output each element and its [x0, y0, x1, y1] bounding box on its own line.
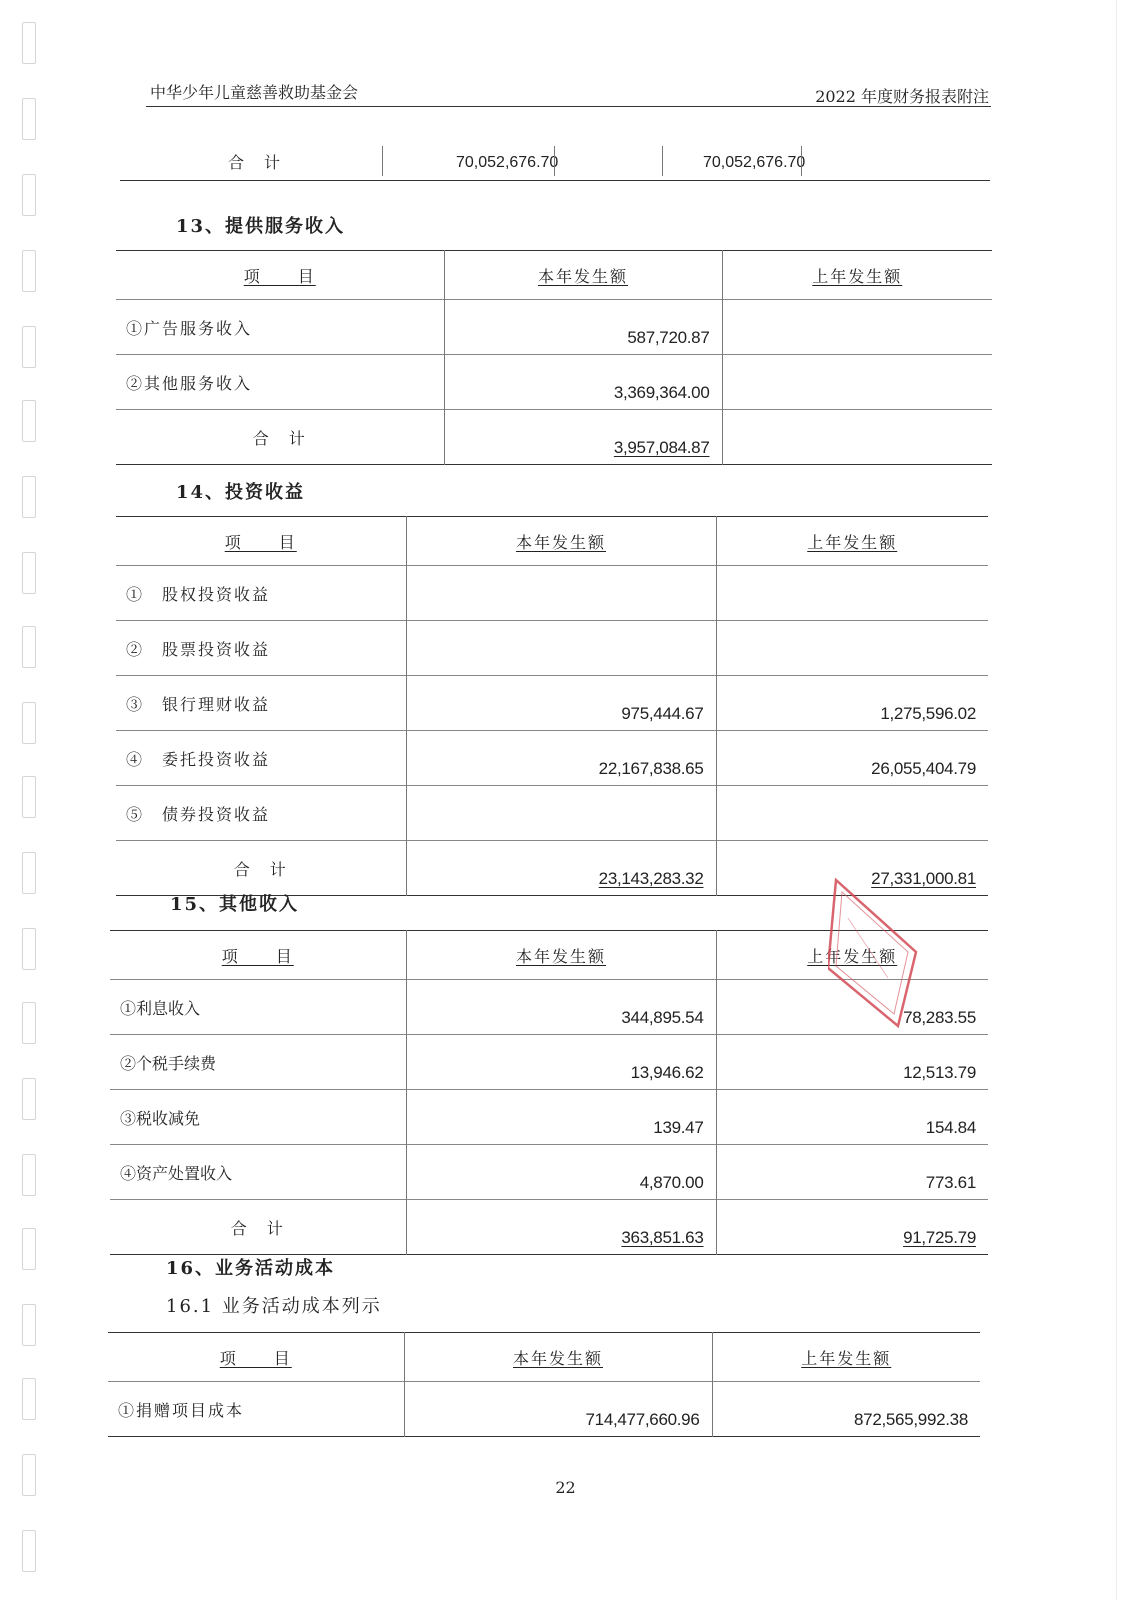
- row-current: [406, 786, 716, 841]
- auditor-seal-stamp: [828, 878, 924, 1028]
- previous-table-total-row: [120, 146, 990, 181]
- row-previous: 1,275,596.02: [716, 676, 988, 731]
- column-header-current: 本年发生额: [515, 532, 606, 552]
- total-current: 363,851.63: [621, 1228, 704, 1247]
- row-item: ④ 委托投资收益: [126, 749, 271, 769]
- row-item: ④资产处置收入: [120, 1163, 233, 1183]
- binder-hole: [22, 1154, 36, 1196]
- column-header-current: 本年发生额: [537, 266, 628, 286]
- row-item: ①捐赠项目成本: [118, 1400, 245, 1420]
- row-item: ① 股权投资收益: [126, 584, 271, 604]
- row-item: ②个税手续费: [120, 1053, 217, 1073]
- column-header-current: 本年发生额: [512, 1348, 603, 1368]
- binder-hole: [22, 1378, 36, 1420]
- binder-hole: [22, 928, 36, 970]
- section-15-title: 15、其他收入: [170, 894, 300, 915]
- row-current: 587,720.87: [444, 300, 722, 355]
- row-current: 975,444.67: [406, 676, 716, 731]
- row-current: 22,167,838.65: [406, 731, 716, 786]
- column-header-previous: 上年发生额: [807, 946, 898, 966]
- row-item: ①利息收入: [120, 998, 201, 1018]
- row-current: 714,477,660.96: [404, 1382, 712, 1437]
- binder-hole: [22, 400, 36, 442]
- table-row: [116, 566, 988, 621]
- row-item: ①广告服务收入: [126, 318, 253, 338]
- table-row: [116, 676, 988, 731]
- row-item: ③税收减免: [120, 1108, 201, 1128]
- total-label: 合 计: [230, 1218, 285, 1238]
- column-header-current: 本年发生额: [515, 946, 606, 966]
- binder-hole: [22, 250, 36, 292]
- table-row: [110, 1145, 988, 1200]
- row-previous: 26,055,404.79: [716, 731, 988, 786]
- binder-hole: [22, 552, 36, 594]
- column-header-item: 项 目: [243, 266, 316, 286]
- row-previous: [722, 355, 992, 410]
- total-row: [116, 410, 992, 465]
- row-previous: [722, 300, 992, 355]
- binder-hole: [22, 1002, 36, 1044]
- total-label: 合 计: [233, 859, 288, 879]
- binder-hole: [22, 1530, 36, 1572]
- row-current: 139.47: [406, 1090, 716, 1145]
- table-header-row: [108, 1333, 980, 1382]
- binder-hole: [22, 22, 36, 64]
- binder-hole: [22, 174, 36, 216]
- binder-hole: [22, 98, 36, 140]
- total-row: [110, 1200, 988, 1255]
- table-row: [110, 1090, 988, 1145]
- column-header-item: 项 目: [219, 1348, 292, 1368]
- section-14-table: [116, 516, 988, 896]
- column-header-previous: 上年发生额: [807, 532, 898, 552]
- row-current: [406, 566, 716, 621]
- total-current: 70,052,676.70: [456, 154, 559, 171]
- total-current: 3,957,084.87: [613, 438, 710, 457]
- org-name: 中华少年儿童慈善救助基金会: [150, 83, 359, 102]
- table-row: [116, 731, 988, 786]
- table-header-row: [116, 517, 988, 566]
- binder-hole: [22, 626, 36, 668]
- section-14-title: 14、投资收益: [176, 482, 306, 503]
- row-item: ⑤ 债券投资收益: [126, 804, 271, 824]
- row-previous: [716, 786, 988, 841]
- total-label: 合 计: [228, 153, 283, 172]
- row-current: 13,946.62: [406, 1035, 716, 1090]
- column-header-previous: 上年发生额: [812, 266, 903, 286]
- section-13-table: [116, 250, 992, 465]
- total-previous: 27,331,000.81: [871, 869, 976, 888]
- row-current: [406, 621, 716, 676]
- header-rule: [146, 106, 991, 107]
- row-current: 3,369,364.00: [444, 355, 722, 410]
- row-previous: 773.61: [716, 1145, 988, 1200]
- total-previous: 91,725.79: [903, 1228, 976, 1247]
- section-16-title: 16、业务活动成本: [166, 1258, 336, 1279]
- column-header-item: 项 目: [224, 532, 297, 552]
- section-16-table: [108, 1332, 980, 1437]
- binder-hole: [22, 702, 36, 744]
- row-previous: [716, 566, 988, 621]
- section-16-subtitle: 16.1 业务活动成本列示: [166, 1296, 382, 1317]
- table-row: [116, 786, 988, 841]
- table-row: [116, 300, 992, 355]
- page-number: 22: [555, 1478, 576, 1497]
- binder-hole: [22, 1078, 36, 1120]
- binder-hole: [22, 776, 36, 818]
- binder-hole: [22, 852, 36, 894]
- total-current: 23,143,283.32: [598, 869, 704, 888]
- report-title: 2022 年度财务报表附注: [815, 87, 989, 106]
- row-previous: [716, 621, 988, 676]
- binder-hole: [22, 1228, 36, 1270]
- total-previous: 70,052,676.70: [703, 154, 806, 171]
- section-13-title: 13、提供服务收入: [176, 216, 346, 237]
- table-row: [108, 1382, 980, 1437]
- table-header-row: [116, 251, 992, 300]
- row-current: 4,870.00: [406, 1145, 716, 1200]
- table-row: [116, 621, 988, 676]
- row-item: ③ 银行理财收益: [126, 694, 271, 714]
- row-previous: 872,565,992.38: [712, 1382, 980, 1437]
- row-current: 344,895.54: [406, 980, 716, 1035]
- binder-hole: [22, 326, 36, 368]
- row-item: ② 股票投资收益: [126, 639, 271, 659]
- table-row: [110, 1035, 988, 1090]
- row-previous: 12,513.79: [716, 1035, 988, 1090]
- binder-hole: [22, 1304, 36, 1346]
- row-item: ②其他服务收入: [126, 373, 253, 393]
- row-previous: 78,283.55: [716, 980, 988, 1035]
- row-previous: 154.84: [716, 1090, 988, 1145]
- page-edge: [1116, 0, 1117, 1600]
- binder-hole: [22, 476, 36, 518]
- total-label: 合 计: [252, 428, 307, 448]
- table-row: [116, 355, 992, 410]
- column-header-previous: 上年发生额: [801, 1348, 892, 1368]
- column-header-item: 项 目: [221, 946, 294, 966]
